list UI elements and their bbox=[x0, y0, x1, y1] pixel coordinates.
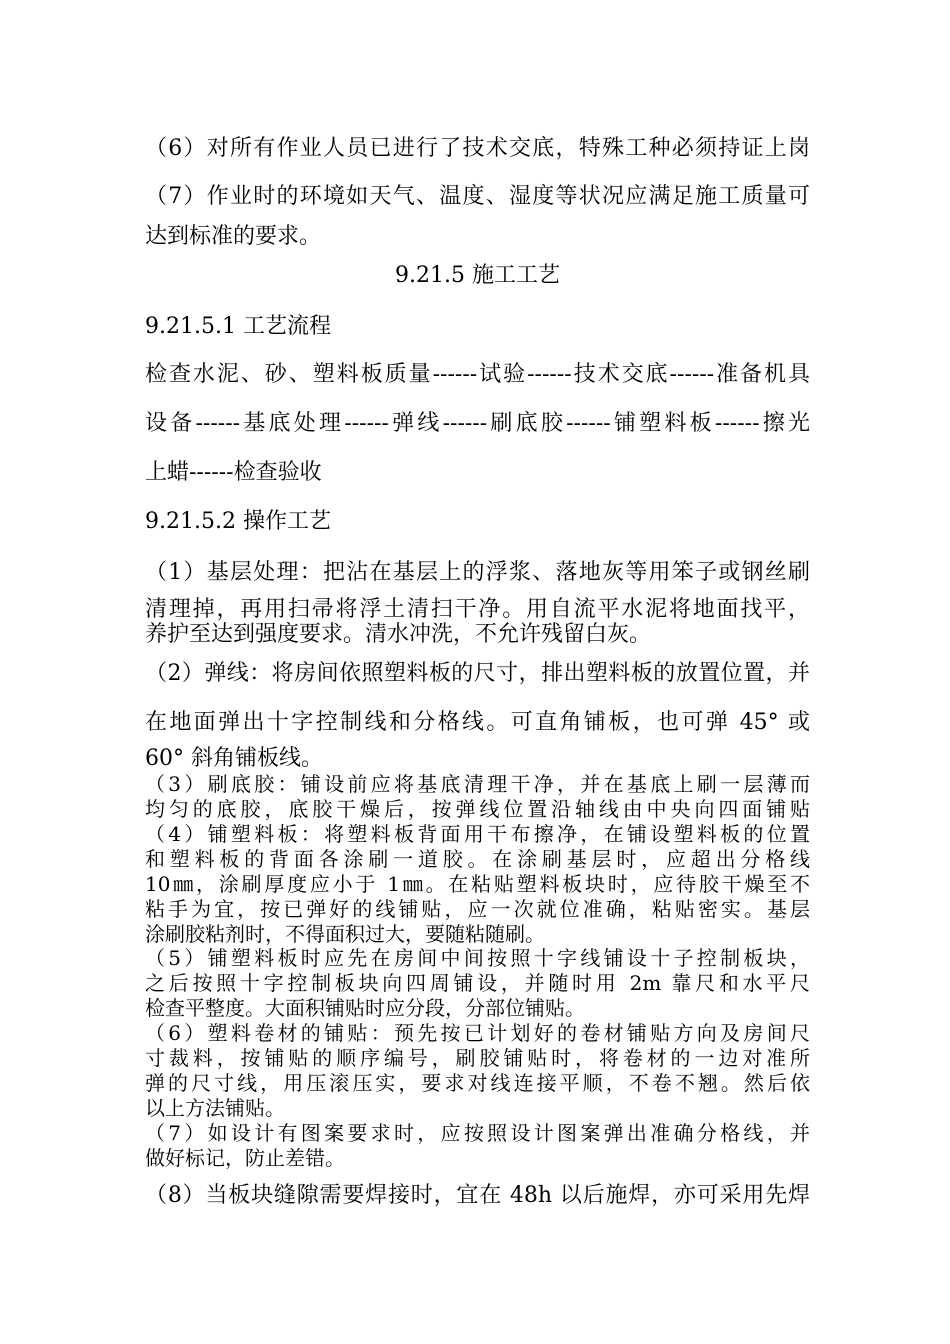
text-line: 60° 斜角铺板线。 bbox=[145, 746, 323, 771]
text-line: （4）铺塑料板：将塑料板背面用干布擦净，在铺设塑料板的位置 bbox=[145, 822, 810, 846]
text-line: （6）塑料卷材的铺贴：预先按已计划好的卷材铺贴方向及房间尺 bbox=[145, 1021, 810, 1045]
text-line: 上蜡------检查验收 bbox=[145, 460, 322, 485]
text-line: 检查平整度。大面积铺贴时应分段，分部位铺贴。 bbox=[145, 996, 585, 1020]
text-line: （8）当板块缝隙需要焊接时，宜在 48h 以后施焊，亦可采用先焊 bbox=[145, 1183, 810, 1208]
subsection-heading: 9.21.5.2 操作工艺 bbox=[145, 509, 331, 534]
text-line: 粘手为宜，按已弹好的线铺贴，应一次就位准确，粘贴密实。基层 bbox=[145, 897, 810, 921]
text-line: 和塑料板的背面各涂刷一道胶。在涂刷基层时，应超出分格线 bbox=[145, 847, 810, 871]
subsection-heading: 9.21.5.1 工艺流程 bbox=[145, 314, 331, 339]
text-line: 弹的尺寸线，用压滚压实，要求对线连接平顺，不卷不翘。然后依 bbox=[145, 1071, 810, 1095]
text-line: （1）基层处理：把沾在基层上的浮浆、落地灰等用笨子或钢丝刷 bbox=[145, 560, 810, 585]
text-line: 做好标记，防止差错。 bbox=[145, 1146, 345, 1170]
text-line: （7）作业时的环境如天气、温度、湿度等状况应满足施工质量可 bbox=[145, 184, 810, 209]
text-line: 检查水泥、砂、塑料板质量------试验------技术交底------准备机具 bbox=[145, 362, 810, 387]
section-heading: 9.21.5 施工工艺 bbox=[395, 263, 560, 288]
text-line: 在地面弹出十字控制线和分格线。可直角铺板，也可弹 45° 或 bbox=[145, 710, 810, 735]
text-line: 养护至达到强度要求。清水冲洗，不允许残留白灰。 bbox=[145, 622, 652, 647]
text-line: 达到标准的要求。 bbox=[145, 224, 322, 249]
text-line: 以上方法铺贴。 bbox=[145, 1096, 285, 1120]
text-line: 设备------基底处理------弹线------刷底胶------铺塑料板------擦光 bbox=[145, 411, 810, 436]
text-line: （7）如设计有图案要求时，应按照设计图案弹出准确分格线，并 bbox=[145, 1121, 810, 1145]
text-line: 清理掉，再用扫帚将浮土清扫干净。用自流平水泥将地面找平， bbox=[145, 597, 810, 622]
text-line: （2）弹线：将房间依照塑料板的尺寸，排出塑料板的放置位置，并 bbox=[145, 661, 810, 686]
text-line: 之后按照十字控制板块向四周铺设，并随时用 2m 靠尺和水平尺 bbox=[145, 971, 810, 995]
text-line: （6）对所有作业人员已进行了技术交底，特殊工种必须持证上岗 bbox=[145, 136, 810, 161]
text-line: （5）铺塑料板时应先在房间中间按照十字线铺设十子控制板块， bbox=[145, 946, 810, 970]
text-line: 均匀的底胶，底胶干燥后，按弹线位置沿轴线由中央向四面铺贴 bbox=[145, 797, 810, 821]
text-line: 寸裁料，按铺贴的顺序编号，刷胶铺贴时，将卷材的一边对准所 bbox=[145, 1046, 810, 1070]
text-line: 涂刷胶粘剂时，不得面积过大，要随粘随刷。 bbox=[145, 922, 545, 946]
text-line: （3）刷底胶：铺设前应将基底清理干净，并在基底上刷一层薄而 bbox=[145, 772, 810, 796]
text-line: 10㎜，涂刷厚度应小于 1㎜。在粘贴塑料板块时，应待胶干燥至不 bbox=[145, 872, 810, 896]
